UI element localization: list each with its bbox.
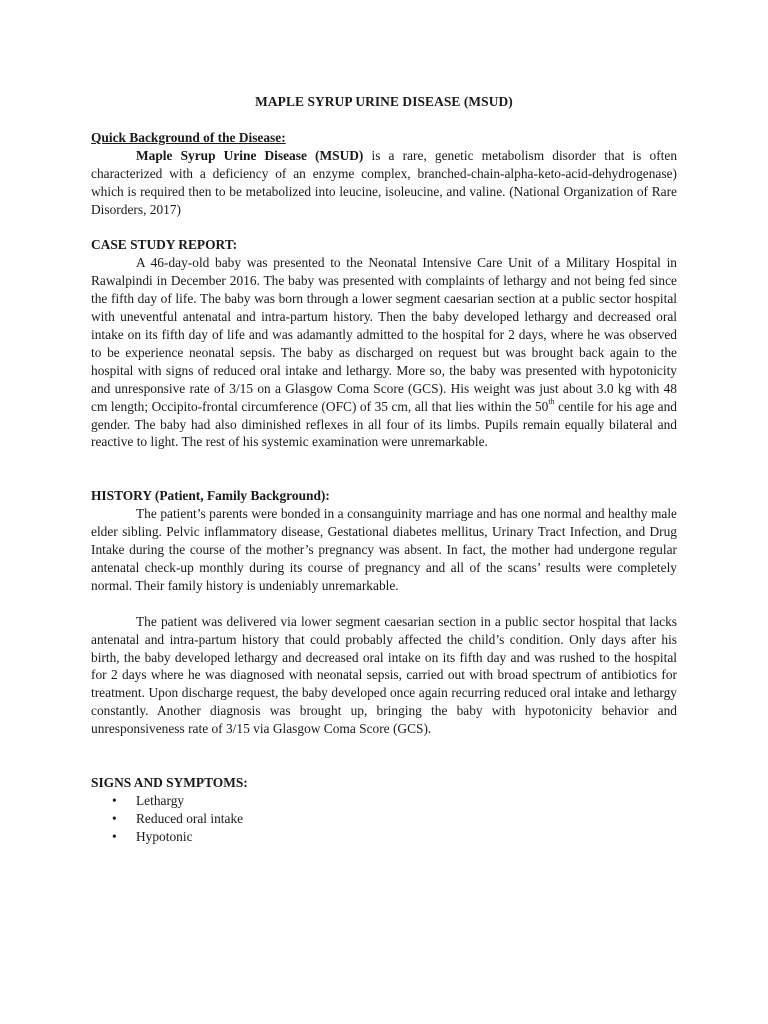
case-study-text-2: centile for his age and gender. The baby had also diminished reflexes in all four of its limbs. Pupils remain equally bilateral and reactive to light. The rest of his systemic examination were unremarkable. xyxy=(91,398,677,450)
symptom-label: Lethargy xyxy=(136,793,185,808)
history-paragraph-2: The patient was delivered via lower segment caesarian section in a public sector hospital that lacks antenatal and intra-partum history that could probably affected the child’s condition. Only days after his birth, the baby developed lethargy and decreased oral intake on its fifth day and was rushed to the hospital for 2 days where he was diagnosed with neonatal sepsis, carried out with broad spectrum of antibiotics for treatment. Upon discharge request, the baby developed once again recurring reduced oral intake and lethargy constantly. Another diagnosis was brought up, bringing the baby with hypotonicity behavior and unresponsiveness rate of 3/15 via Glasgow Coma Score (GCS). xyxy=(91,613,677,737)
document-page xyxy=(91,93,677,846)
disease-name-bold: Maple Syrup Urine Disease (MSUD) xyxy=(136,147,364,163)
history-heading: HISTORY (Patient, Family Background): xyxy=(91,488,330,504)
list-item xyxy=(91,810,677,828)
symptom-label: Reduced oral intake xyxy=(136,810,244,826)
background-text: is a rare, genetic metabolism disorder that is often characterized with a deficiency of an enzyme complex, branched-chain-alpha-keto-acid-dehydrogenase) which is required then to be metabolized into leucine, isoleucine, and valine. (National Organization of Rare Disorders, 2017) xyxy=(91,147,678,217)
document-title: MAPLE SYRUP URINE DISEASE (MSUD) xyxy=(255,94,513,109)
list-item xyxy=(91,828,677,846)
symptoms-list xyxy=(91,792,677,846)
case-study-paragraph xyxy=(91,254,677,451)
background-paragraph xyxy=(91,147,677,219)
signs-heading: SIGNS AND SYMPTOMS: xyxy=(91,775,248,791)
case-study-text-1: A 46-day-old baby was presented to the Neonatal Intensive Care Unit of a Military Hospital in Rawalpindi in December 2016. The baby was presented with complaints of lethargy and not being fed since the fifth day of life. The baby was born through a lower segment caesarian section at a public sector hospital with uneventful antenatal and intra-partum history. Then the baby developed lethargy and decreased oral intake on its fifth day of life and was adamantly admitted to the hospital for 2 days, where he was observed to be experience neonatal sepsis. The baby as discharged on request but was brought back again to the hospital with signs of reduced oral intake and lethargy. More so, the baby was presented with hypotonicity and unresponsive rate of 3/15 on a Glasgow Coma Score (GCS). His weight was just about 3.0 kg with 48 cm length; Occipito-frontal circumference (OFC) of 35 cm, all that lies within the 50 xyxy=(91,255,677,414)
bullet-icon: • xyxy=(112,793,117,808)
superscript-th: th xyxy=(548,397,555,407)
case-study-heading: CASE STUDY REPORT: xyxy=(91,237,238,253)
history-paragraph-1: The patient’s parents were bonded in a consanguinity marriage and has one normal and healthy male elder sibling. Pelvic inflammatory disease, Gestational diabetes mellitus, Urinary Tract Infection, and Drug Intake during the course of the mother’s pregnancy was absent. In fact, the mother had undergone regular antenatal check-up monthly during its course of pregnancy and all of the scans’ results were completely normal. Their family history is undeniably unremarkable. xyxy=(91,506,677,593)
list-item xyxy=(91,792,677,810)
bullet-icon: • xyxy=(112,810,117,826)
background-heading: Quick Background of the Disease: xyxy=(91,129,286,145)
symptom-label: Hypotonic xyxy=(136,828,193,844)
bullet-icon: • xyxy=(112,828,117,844)
